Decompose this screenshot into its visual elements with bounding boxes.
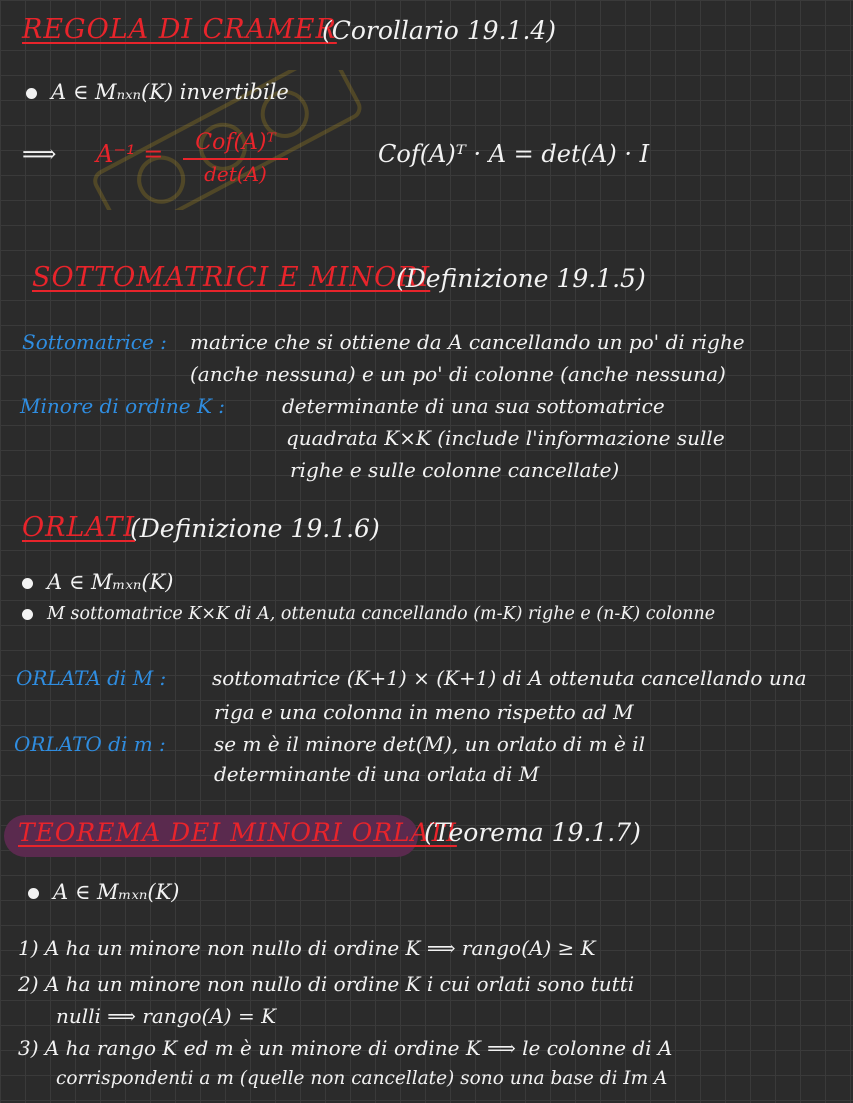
orlati-bullet2 bbox=[22, 604, 715, 624]
implies-arrow: ⟹ bbox=[22, 140, 57, 168]
term-orlato: ORLATO di m : bbox=[14, 732, 166, 756]
orlata-def-line2: riga e una colonna in meno rispetto ad M bbox=[214, 700, 634, 724]
orlati-bullet1 bbox=[22, 570, 173, 594]
cofactor-identity: Cof(A)ᵀ · A = det(A) · I bbox=[378, 140, 650, 168]
teorema-item3-line1: 3) A ha rango K ed m è un minore di ordine K ⟹ le colonne di A bbox=[18, 1036, 673, 1060]
term-sottomatrice: Sottomatrice : bbox=[22, 330, 167, 354]
teorema-reference: (Teorema 19.1.7) bbox=[424, 818, 641, 847]
orlati-reference: (Definizione 19.1.6) bbox=[130, 514, 380, 543]
sottomatrice-def-line2: (anche nessuna) e un po' di colonne (anche nessuna) bbox=[190, 362, 726, 386]
orlati-bullet1-text: A ∈ Mₘₓₙ(K) bbox=[47, 570, 174, 594]
cramer-bullet-text: A ∈ Mₙₓₙ(K) invertibile bbox=[51, 80, 289, 104]
teorema-bullet-text: A ∈ Mₘₓₙ(K) bbox=[53, 880, 180, 904]
teorema-bullet bbox=[28, 880, 179, 904]
teorema-item3-line2: corrispondenti a m (quelle non cancellate) sono una base di Im A bbox=[56, 1068, 668, 1089]
orlata-def-line1: sottomatrice (K+1) × (K+1) di A ottenuta cancellando una bbox=[212, 666, 807, 690]
teorema-item1: 1) A ha un minore non nullo di ordine K ⟹ rango(A) ≥ K bbox=[18, 936, 596, 960]
cramer-title: REGOLA DI CRAMER bbox=[22, 14, 337, 45]
orlati-title: ORLATI bbox=[22, 512, 136, 543]
minore-def-line3: righe e sulle colonne cancellate) bbox=[290, 458, 620, 482]
teorema-item2-line1: 2) A ha un minore non nullo di ordine K i cui orlati sono tutti bbox=[18, 972, 635, 996]
bullet-dot bbox=[28, 888, 39, 899]
inverse-lhs: A⁻¹ = bbox=[96, 140, 164, 168]
bullet-dot bbox=[22, 609, 33, 620]
inverse-fraction bbox=[183, 130, 288, 186]
orlati-bullet2-text: M sottomatrice K×K di A, ottenuta cancellando (m-K) righe e (n-K) colonne bbox=[47, 604, 716, 624]
minore-def-line1: determinante di una sua sottomatrice bbox=[282, 394, 665, 418]
minore-def-line2: quadrata K×K (include l'informazione sulle bbox=[286, 426, 725, 450]
orlato-def-line1: se m è il minore det(M), un orlato di m è il bbox=[214, 732, 645, 756]
cramer-bullet bbox=[26, 80, 289, 104]
term-orlata: ORLATA di M : bbox=[16, 666, 167, 690]
orlato-def-line2: determinante di una orlata di M bbox=[214, 762, 540, 786]
teorema-title: TEOREMA DEI MINORI ORLATI bbox=[18, 818, 457, 847]
sottomatrici-reference: (Definizione 19.1.5) bbox=[396, 264, 646, 293]
bullet-dot bbox=[22, 578, 33, 589]
term-minore: Minore di ordine K : bbox=[20, 394, 226, 418]
teorema-item2-line2: nulli ⟹ rango(A) = K bbox=[56, 1004, 277, 1028]
sottomatrice-def-line1: matrice che si ottiene da A cancellando un po' di righe bbox=[190, 330, 745, 354]
bullet-dot bbox=[26, 88, 37, 99]
sottomatrici-title: SOTTOMATRICI E MINORI bbox=[32, 262, 431, 293]
fraction-numerator: Cof(A)ᵀ bbox=[183, 130, 288, 160]
cramer-reference: (Corollario 19.1.4) bbox=[322, 16, 557, 45]
fraction-denominator: det(A) bbox=[204, 162, 267, 186]
